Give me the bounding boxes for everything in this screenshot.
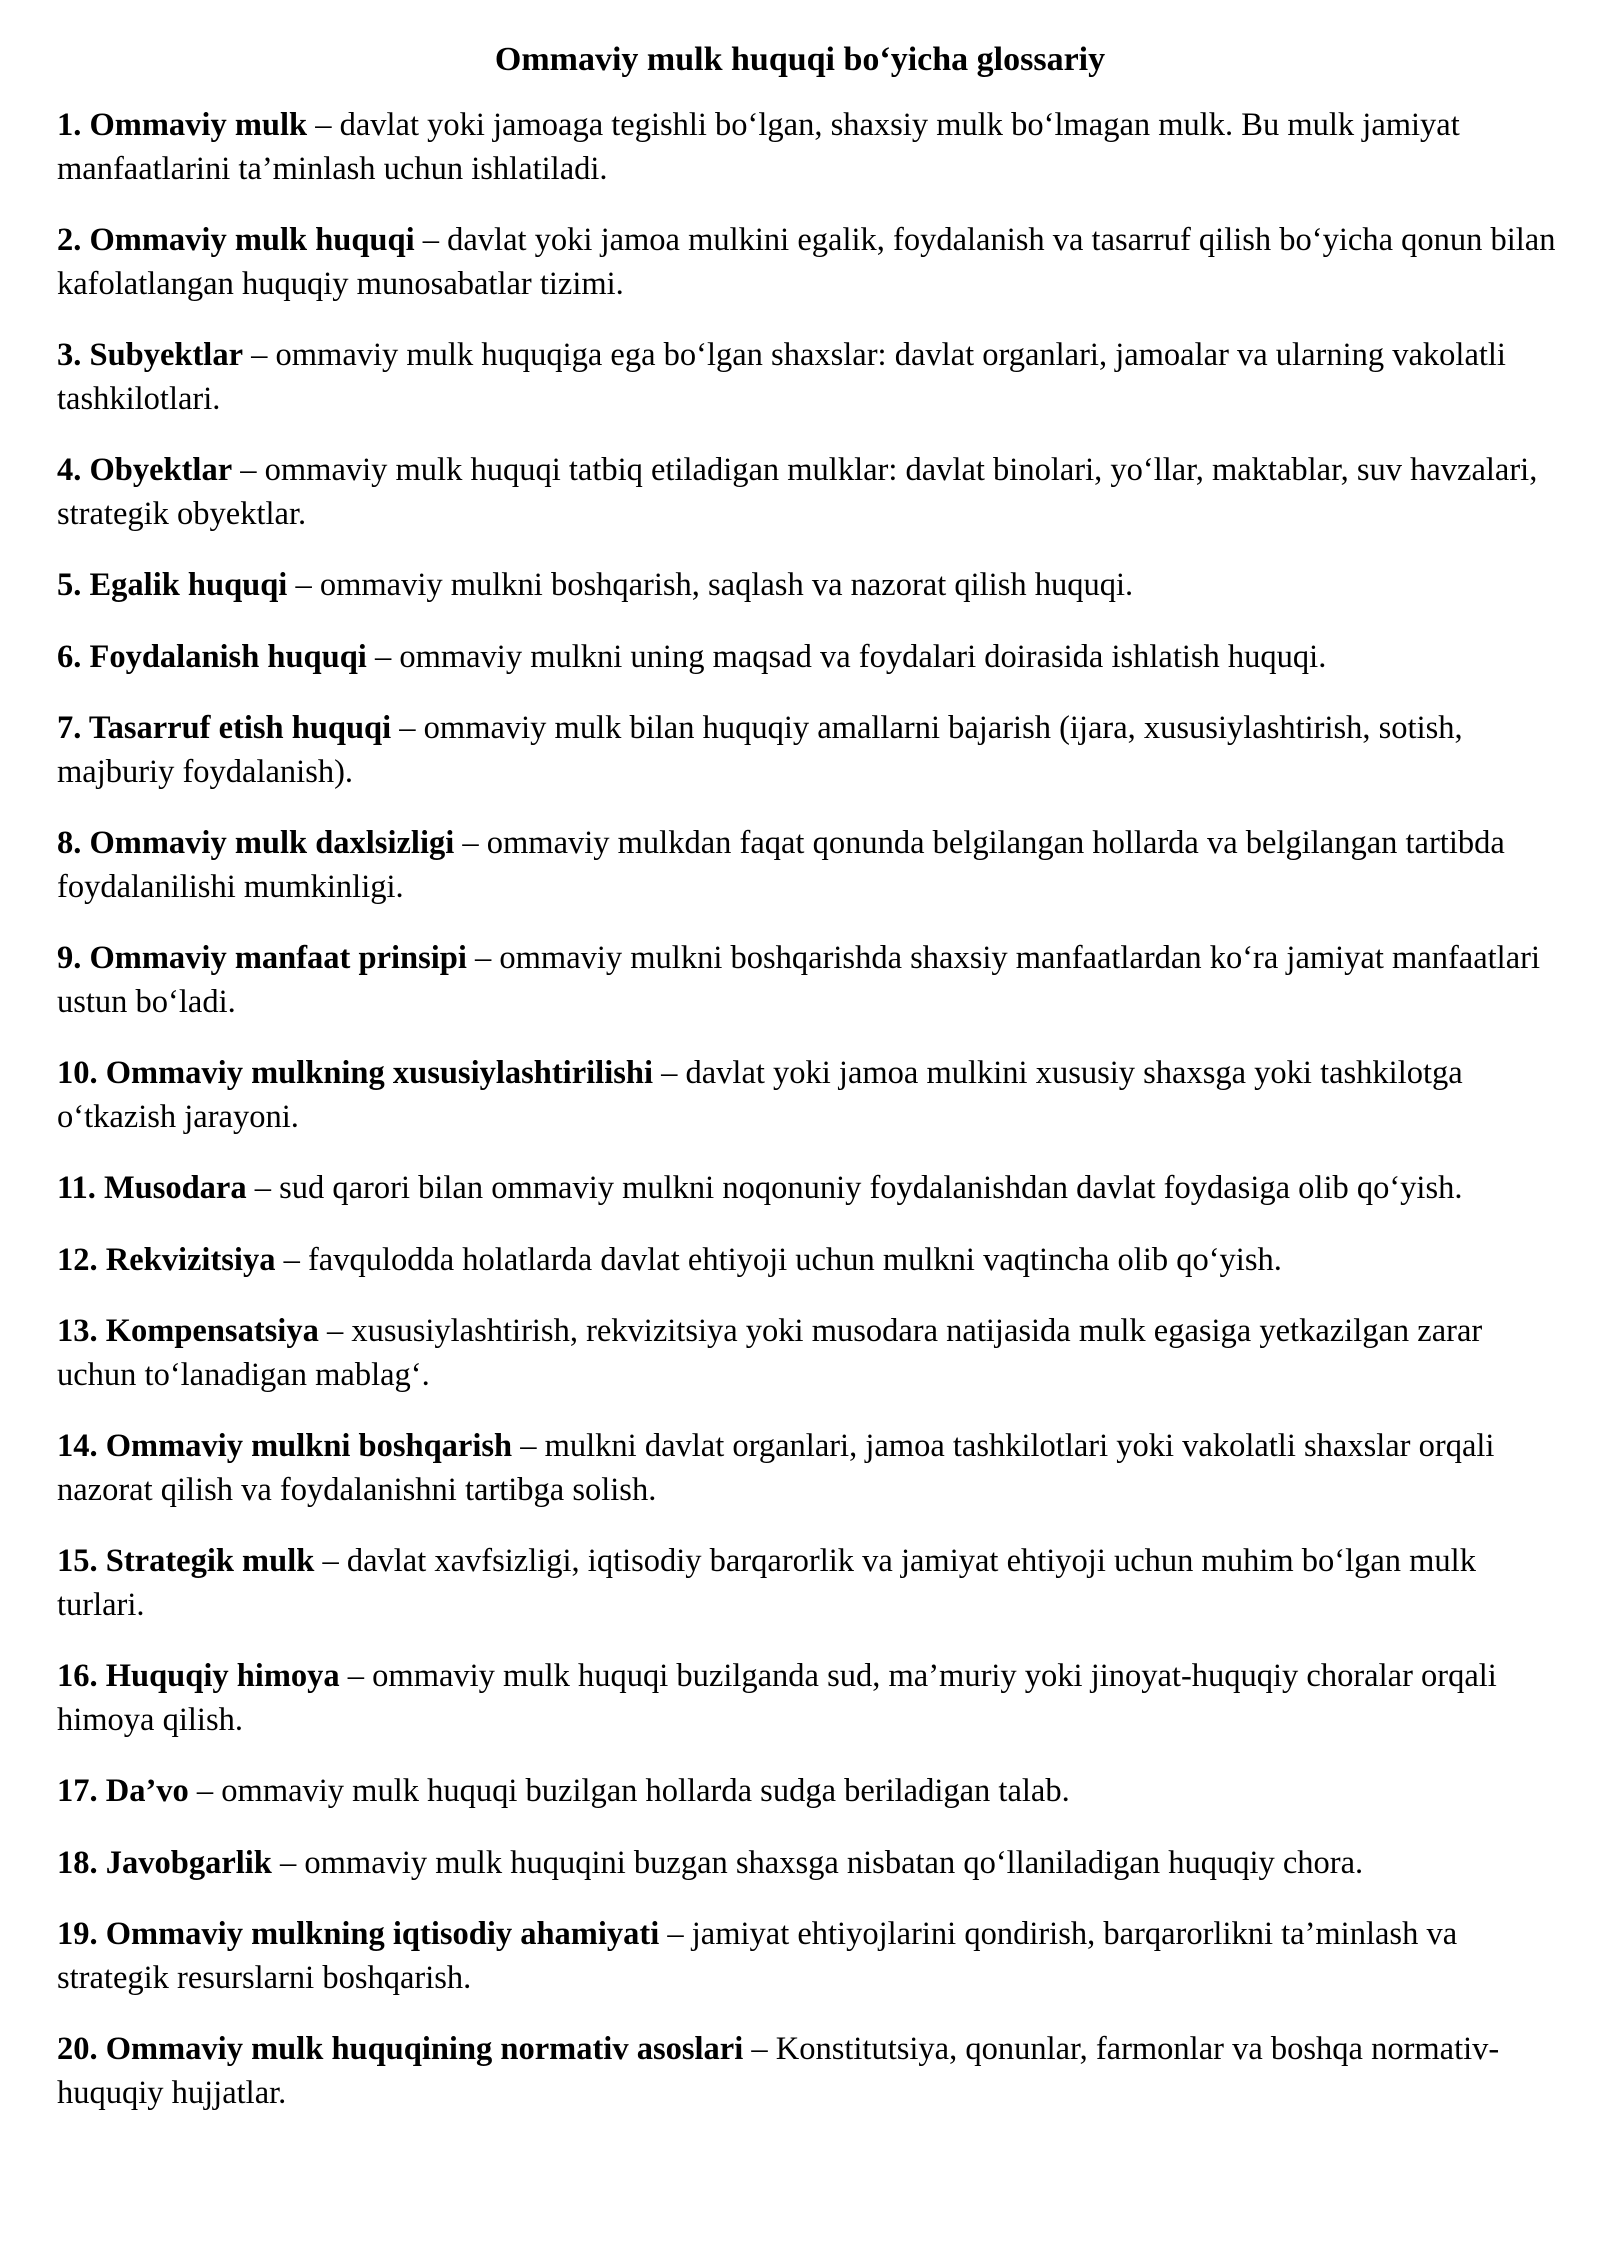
glossary-term: 15. Strategik mulk — [57, 1543, 315, 1579]
glossary-definition: ommaviy mulkni uning maqsad va foydalari doirasida ishlatish huquqi. — [399, 638, 1327, 675]
glossary-term: 6. Foydalanish huquqi — [57, 638, 367, 675]
glossary-entry — [57, 937, 1557, 1024]
term-separator: – — [287, 567, 320, 603]
glossary-entry — [57, 636, 1557, 680]
glossary-term: 13. Kompensatsiya — [57, 1313, 319, 1349]
glossary-definition: sud qarori bilan ommaviy mulkni noqonuniy foydalanishdan davlat foydasiga olib qo‘yish. — [279, 1170, 1463, 1206]
glossary-entry — [57, 1913, 1557, 2000]
glossary-definition: davlat yoki jamoa mulkini xususiy shaxsga yoki tashkilotga o‘tkazish jarayoni. — [57, 1055, 1463, 1135]
term-separator: – — [339, 1658, 373, 1694]
glossary-term: 18. Javobgarlik — [57, 1844, 272, 1881]
glossary-definition: ommaviy mulkni boshqarish, saqlash va nazorat qilish huquqi. — [319, 567, 1134, 603]
term-separator: – — [243, 337, 276, 373]
term-separator: – — [275, 1241, 308, 1278]
term-separator: – — [188, 1773, 222, 1809]
glossary-term: 5. Egalik huquqi — [57, 567, 288, 603]
glossary-definition: davlat xavfsizligi, iqtisodiy barqarorlik va jamiyat ehtiyoji uchun muhim bo‘lgan mulk turlari. — [57, 1543, 1476, 1623]
glossary-entry — [57, 822, 1557, 909]
glossary-term: 3. Subyektlar — [57, 337, 244, 373]
term-separator: – — [246, 1170, 280, 1206]
glossary-definition: davlat yoki jamoa mulkini egalik, foydalanish va tasarruf qilish bo‘yicha qonun bilan kafolatlangan huquqiy munosabatlar tizimi. — [57, 222, 1556, 302]
glossary-entry — [57, 1655, 1557, 1742]
term-separator: – — [318, 1313, 352, 1349]
term-separator: – — [271, 1844, 305, 1881]
glossary-definition: ommaviy mulkdan faqat qonunda belgilangan hollarda va belgilangan tartibda foydalanilishi mumkinligi. — [57, 825, 1505, 905]
glossary-term: 7. Tasarruf etish huquqi — [57, 710, 392, 746]
glossary-entry — [57, 1239, 1557, 1283]
glossary-definition: jamiyat ehtiyojlarini qondirish, barqarorlikni ta’minlash va strategik resurslarni boshqarish. — [57, 1916, 1458, 1996]
glossary-entry — [57, 707, 1557, 794]
term-separator: – — [366, 638, 400, 675]
term-separator: – — [454, 825, 487, 861]
glossary-term: 12. Rekvizitsiya — [57, 1241, 276, 1278]
glossary-definition: ommaviy mulk huquqi buzilganda sud, ma’muriy yoki jinoyat-huquqiy choralar orqali himoya qilish. — [57, 1658, 1497, 1738]
term-separator: – — [512, 1428, 545, 1464]
term-separator: – — [232, 452, 265, 488]
glossary-definition: xususiylashtirish, rekvizitsiya yoki musodara natijasida mulk egasiga yetkazilgan zarar uchun to‘lanadigan mablag‘. — [57, 1313, 1483, 1393]
glossary-term: 16. Huquqiy himoya — [57, 1658, 340, 1694]
glossary-entry — [57, 104, 1557, 191]
term-separator: – — [307, 107, 340, 143]
glossary-definition: ommaviy mulk huquqini buzgan shaxsga nisbatan qo‘llaniladigan huquqiy chora. — [304, 1844, 1364, 1881]
term-separator: – — [414, 222, 448, 258]
term-separator: – — [466, 940, 500, 976]
glossary-term: 17. Da’vo — [57, 1773, 189, 1809]
glossary-term: 19. Ommaviy mulkning iqtisodiy ahamiyati — [57, 1916, 660, 1952]
glossary-entry — [57, 2028, 1557, 2115]
glossary-entry — [57, 1540, 1557, 1627]
term-separator: – — [391, 710, 424, 746]
glossary-term: 2. Ommaviy mulk huquqi — [57, 222, 415, 258]
glossary-definition: ommaviy mulkni boshqarishda shaxsiy manfaatlardan ko‘ra jamiyat manfaatlari ustun bo‘ladi. — [57, 940, 1540, 1020]
glossary-definition: favqulodda holatlarda davlat ehtiyoji uchun mulkni vaqtincha olib qo‘yish. — [307, 1241, 1282, 1278]
glossary-term: 10. Ommaviy mulkning xususiylashtirilishi — [57, 1055, 653, 1091]
term-separator: – — [314, 1543, 347, 1579]
glossary-term: 4. Obyektlar — [57, 452, 233, 488]
glossary-entry — [57, 449, 1557, 536]
glossary-definition: ommaviy mulk huquqi buzilgan hollarda sudga beriladigan talab. — [221, 1773, 1070, 1809]
glossary-term: 14. Ommaviy mulkni boshqarish — [57, 1428, 513, 1464]
glossary-entry — [57, 1167, 1557, 1211]
glossary-term: 11. Musodara — [57, 1170, 247, 1206]
glossary-definition: davlat yoki jamoaga tegishli bo‘lgan, shaxsiy mulk bo‘lmagan mulk. Bu mulk jamiyat manfaatlarini ta’minlash uchun ishlatiladi. — [57, 107, 1460, 187]
glossary-entry — [57, 334, 1557, 421]
glossary-list — [57, 104, 1557, 2143]
glossary-entry — [57, 219, 1557, 306]
term-separator: – — [659, 1916, 692, 1952]
glossary-entry — [57, 1770, 1557, 1814]
glossary-entry — [57, 1425, 1557, 1512]
glossary-definition: ommaviy mulk huquqi tatbiq etiladigan mulklar: davlat binolari, yo‘llar, maktablar, suv havzalari, strategik obyektlar. — [57, 452, 1538, 532]
glossary-entry — [57, 1310, 1557, 1397]
glossary-entry — [57, 1052, 1557, 1139]
glossary-term: 9. Ommaviy manfaat prinsipi — [57, 940, 467, 976]
term-separator: – — [652, 1055, 686, 1091]
glossary-definition: ommaviy mulk huquqiga ega bo‘lgan shaxslar: davlat organlari, jamoalar va ularning vakolatli tashkilotlari. — [57, 337, 1506, 417]
term-separator: – — [743, 2031, 776, 2067]
glossary-definition: mulkni davlat organlari, jamoa tashkilotlari yoki vakolatli shaxslar orqali nazorat qilish va foydalanishni tartibga solish. — [57, 1428, 1495, 1508]
glossary-definition: Konstitutsiya, qonunlar, farmonlar va boshqa normativ-huquqiy hujjatlar. — [57, 2031, 1500, 2111]
glossary-entry — [57, 1842, 1557, 1886]
glossary-term: 1. Ommaviy mulk — [57, 107, 308, 143]
glossary-term: 20. Ommaviy mulk huquqining normativ asoslari — [57, 2031, 744, 2067]
glossary-definition: ommaviy mulk bilan huquqiy amallarni bajarish (ijara, xususiylashtirish, sotish, majburiy foydalanish). — [57, 710, 1463, 790]
document-title: Ommaviy mulk huquqi bo‘yicha glossariy — [494, 41, 1106, 78]
glossary-entry — [57, 564, 1557, 608]
glossary-term: 8. Ommaviy mulk daxlsizligi — [57, 825, 455, 861]
